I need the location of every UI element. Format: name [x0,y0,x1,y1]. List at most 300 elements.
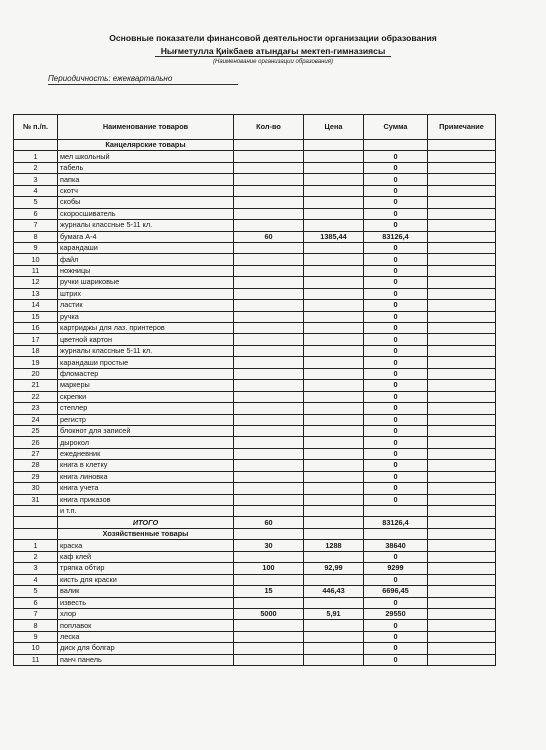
item-sum: 38640 [364,540,428,551]
item-price: 92,99 [304,563,364,574]
item-sum: 0 [364,185,428,196]
row-number: 3 [14,174,58,185]
item-name: ластик [58,300,234,311]
item-sum: 0 [364,208,428,219]
item-qty [234,597,304,608]
item-qty [234,437,304,448]
item-note [428,334,496,345]
table-row [14,608,496,619]
item-qty [234,483,304,494]
item-qty [234,368,304,379]
item-sum: 29550 [364,608,428,619]
item-note [428,425,496,436]
table-row [14,254,496,265]
empty-cell [234,140,304,151]
item-price [304,345,364,356]
item-qty [234,403,304,414]
item-name: картриджы для лаз. принтеров [58,323,234,334]
item-price [304,425,364,436]
item-sum: 0 [364,345,428,356]
table-row [14,208,496,219]
item-sum: 0 [364,288,428,299]
row-number: 20 [14,368,58,379]
item-price [304,414,364,425]
item-price [304,483,364,494]
item-note [428,403,496,414]
item-qty [234,220,304,231]
item-qty: 60 [234,231,304,242]
table-row [14,483,496,494]
item-name: карандаши [58,242,234,253]
total-number-cell [14,517,58,528]
section-title: Канцелярские товары [58,140,234,151]
item-name: книга учета [58,483,234,494]
item-name: леска [58,631,234,642]
item-qty: 100 [234,563,304,574]
item-note [428,220,496,231]
section-title: Хозяйственные товары [58,528,234,539]
table-row [14,265,496,276]
table-row [14,540,496,551]
row-number: 9 [14,242,58,253]
item-note [428,597,496,608]
row-number: 25 [14,425,58,436]
item-sum: 0 [364,357,428,368]
item-name: ручки шариковые [58,277,234,288]
row-number: 16 [14,323,58,334]
table-row [14,380,496,391]
item-note [428,162,496,173]
item-qty [234,643,304,654]
item-name: панч панель [58,654,234,665]
item-name: мел школьный [58,151,234,162]
item-note [428,414,496,425]
item-price: 5,91 [304,608,364,619]
item-qty [234,631,304,642]
item-price [304,506,364,517]
item-sum: 0 [364,151,428,162]
item-name: хлор [58,608,234,619]
item-price [304,643,364,654]
item-note [428,231,496,242]
col-header-sum: Сумма [364,115,428,140]
item-note [428,265,496,276]
item-qty [234,357,304,368]
item-price [304,460,364,471]
item-note [428,311,496,322]
table-row [14,414,496,425]
table-row [14,277,496,288]
item-note [428,254,496,265]
item-sum: 0 [364,334,428,345]
item-note [428,242,496,253]
item-sum: 0 [364,437,428,448]
item-sum: 0 [364,574,428,585]
item-note [428,608,496,619]
item-name: журналы классные 5-11 кл. [58,345,234,356]
item-price [304,368,364,379]
item-note [428,643,496,654]
item-qty [234,254,304,265]
item-sum: 0 [364,391,428,402]
item-note [428,574,496,585]
goods-table [13,114,496,666]
item-qty [234,620,304,631]
table-row [14,368,496,379]
item-qty [234,471,304,482]
item-price [304,323,364,334]
item-sum: 0 [364,242,428,253]
item-price [304,620,364,631]
organization-name [0,46,546,56]
item-name: тряпка обтир [58,563,234,574]
row-number: 10 [14,254,58,265]
item-name: краска [58,540,234,551]
table-row [14,300,496,311]
item-note [428,197,496,208]
item-price [304,220,364,231]
table-row [14,311,496,322]
table-row [14,242,496,253]
organization-caption: (Наименование организации образования) [213,59,333,65]
item-qty [234,242,304,253]
row-number: 28 [14,460,58,471]
item-qty [234,448,304,459]
item-name: степлер [58,403,234,414]
item-qty [234,460,304,471]
item-name: дырокол [58,437,234,448]
table-row [14,220,496,231]
row-number: 2 [14,551,58,562]
item-name: табель [58,162,234,173]
item-qty: 5000 [234,608,304,619]
table-row [14,494,496,505]
item-sum: 0 [364,403,428,414]
total-note [428,517,496,528]
row-number: 9 [14,631,58,642]
section-number-cell [14,528,58,539]
item-sum: 0 [364,265,428,276]
item-qty [234,345,304,356]
row-number: 4 [14,574,58,585]
item-note [428,586,496,597]
item-sum: 0 [364,277,428,288]
row-number: 23 [14,403,58,414]
item-note [428,506,496,517]
table-body [14,140,496,666]
item-price: 1288 [304,540,364,551]
item-name: ручка [58,311,234,322]
row-number: 11 [14,265,58,276]
item-name: журналы классные 5-11 кл. [58,220,234,231]
item-sum: 0 [364,597,428,608]
empty-cell [364,140,428,151]
item-sum: 0 [364,300,428,311]
item-qty [234,185,304,196]
item-qty: 15 [234,586,304,597]
row-number: 3 [14,563,58,574]
item-name: и т.п. [58,506,234,517]
item-qty [234,494,304,505]
item-sum: 0 [364,368,428,379]
empty-cell [364,528,428,539]
table-row [14,643,496,654]
item-sum: 0 [364,162,428,173]
item-note [428,300,496,311]
item-name: фломастер [58,368,234,379]
item-sum: 83126,4 [364,231,428,242]
row-number: 5 [14,197,58,208]
item-price [304,288,364,299]
col-header-name: Наименование товаров [58,115,234,140]
item-name: папка [58,174,234,185]
item-price [304,597,364,608]
item-qty [234,288,304,299]
item-sum: 0 [364,425,428,436]
item-note [428,620,496,631]
organization-name-text: Нығметулла Қиікбаев атындағы мектеп-гимназиясы [155,46,392,57]
report-title: Основные показатели финансовой деятельности организации образования [109,33,437,43]
item-note [428,631,496,642]
row-number: 15 [14,311,58,322]
item-price [304,334,364,345]
table-row [14,391,496,402]
item-qty [234,380,304,391]
item-name: регистр [58,414,234,425]
item-qty [234,162,304,173]
item-qty [234,414,304,425]
table-row [14,357,496,368]
item-name: карандаши простые [58,357,234,368]
row-number: 14 [14,300,58,311]
item-name: цветной картон [58,334,234,345]
total-label: ИТОГО [58,517,234,528]
item-sum: 9299 [364,563,428,574]
row-number: 19 [14,357,58,368]
table-row [14,162,496,173]
empty-cell [234,528,304,539]
col-header-price: Цена [304,115,364,140]
item-note [428,174,496,185]
item-name: известь [58,597,234,608]
item-sum: 0 [364,460,428,471]
item-note [428,448,496,459]
item-price [304,448,364,459]
row-number: 8 [14,620,58,631]
table-row [14,197,496,208]
item-note [428,483,496,494]
item-price [304,300,364,311]
section-header-row [14,528,496,539]
item-name: кисть для краски [58,574,234,585]
item-price [304,242,364,253]
item-note [428,471,496,482]
table-row [14,185,496,196]
empty-cell [428,140,496,151]
row-number: 2 [14,162,58,173]
item-note [428,494,496,505]
item-sum: 0 [364,654,428,665]
item-price [304,403,364,414]
table-row [14,151,496,162]
row-number: 5 [14,586,58,597]
item-name: диск для болгар [58,643,234,654]
item-sum: 0 [364,551,428,562]
item-name: ежедневник [58,448,234,459]
item-note [428,323,496,334]
item-qty [234,197,304,208]
item-name: валик [58,586,234,597]
table-row [14,597,496,608]
item-name: скрепки [58,391,234,402]
row-number: 31 [14,494,58,505]
item-price [304,471,364,482]
item-name: блокнот для записей [58,425,234,436]
item-price [304,254,364,265]
item-sum: 0 [364,380,428,391]
item-price [304,631,364,642]
item-price [304,277,364,288]
row-number: 29 [14,471,58,482]
item-sum: 0 [364,323,428,334]
row-number: 13 [14,288,58,299]
item-sum: 0 [364,414,428,425]
row-number: 1 [14,540,58,551]
table-row [14,506,496,517]
item-price [304,551,364,562]
item-price [304,311,364,322]
item-qty [234,334,304,345]
table-row [14,563,496,574]
table-row [14,620,496,631]
item-sum: 6696,45 [364,586,428,597]
item-price [304,437,364,448]
item-qty [234,506,304,517]
item-qty [234,425,304,436]
item-note [428,460,496,471]
item-note [428,288,496,299]
item-price [304,357,364,368]
item-price [304,162,364,173]
item-name: маркеры [58,380,234,391]
item-qty [234,323,304,334]
row-number [14,506,58,517]
item-name: штрих [58,288,234,299]
item-qty [234,208,304,219]
row-number: 7 [14,220,58,231]
item-name: файл [58,254,234,265]
row-number: 21 [14,380,58,391]
item-note [428,391,496,402]
item-sum: 0 [364,471,428,482]
item-sum [364,506,428,517]
item-sum: 0 [364,220,428,231]
item-sum: 0 [364,311,428,322]
item-sum: 0 [364,448,428,459]
item-note [428,551,496,562]
item-price [304,151,364,162]
row-number: 27 [14,448,58,459]
item-price: 1385,44 [304,231,364,242]
item-price [304,208,364,219]
table-row [14,231,496,242]
item-price [304,265,364,276]
item-name: ножницы [58,265,234,276]
item-note [428,437,496,448]
table-row [14,586,496,597]
item-name: книга линовка [58,471,234,482]
item-sum: 0 [364,174,428,185]
item-name: поплавок [58,620,234,631]
col-header-number: № п./п. [14,115,58,140]
item-note [428,357,496,368]
table-row [14,425,496,436]
empty-cell [304,140,364,151]
item-qty: 30 [234,540,304,551]
row-number: 17 [14,334,58,345]
item-name: бумага А-4 [58,231,234,242]
item-name: книга в клетку [58,460,234,471]
table-row [14,654,496,665]
item-note [428,345,496,356]
item-qty [234,574,304,585]
table-row [14,448,496,459]
item-qty [234,300,304,311]
row-number: 10 [14,643,58,654]
item-name: скоросшиватель [58,208,234,219]
table-row [14,460,496,471]
item-qty [234,277,304,288]
table-row [14,174,496,185]
item-note [428,654,496,665]
table-row [14,323,496,334]
item-sum: 0 [364,643,428,654]
item-note [428,380,496,391]
section-number-cell [14,140,58,151]
item-price [304,574,364,585]
item-name: скобы [58,197,234,208]
item-name: скотч [58,185,234,196]
item-qty [234,265,304,276]
table-row [14,345,496,356]
col-header-note: Примечание [428,115,496,140]
total-row [14,517,496,528]
item-sum: 0 [364,494,428,505]
item-qty [234,311,304,322]
item-qty [234,391,304,402]
item-sum: 0 [364,197,428,208]
item-sum: 0 [364,254,428,265]
item-sum: 0 [364,620,428,631]
row-number: 26 [14,437,58,448]
section-header-row [14,140,496,151]
table-row [14,403,496,414]
total-qty: 60 [234,517,304,528]
row-number: 12 [14,277,58,288]
item-price [304,174,364,185]
item-name: книга приказов [58,494,234,505]
row-number: 11 [14,654,58,665]
table-row [14,334,496,345]
item-note [428,151,496,162]
table-row [14,288,496,299]
empty-cell [304,528,364,539]
item-name: каф клей [58,551,234,562]
item-price [304,654,364,665]
table-row [14,574,496,585]
item-sum: 0 [364,631,428,642]
item-note [428,277,496,288]
